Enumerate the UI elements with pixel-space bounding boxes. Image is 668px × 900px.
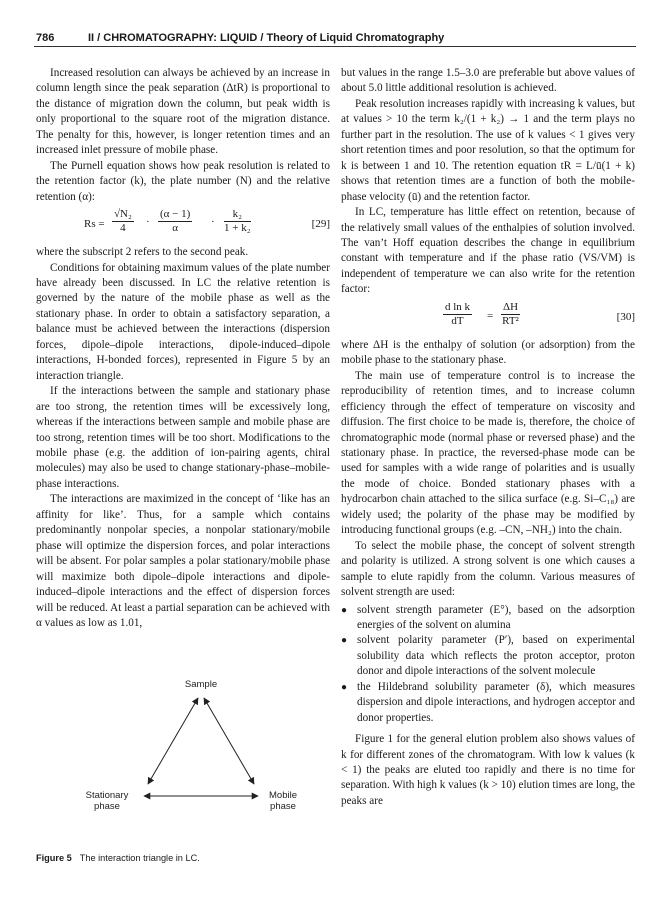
eq-fraction-2: $\frac{(\alpha - 1)}{\alpha}$: [160, 208, 191, 235]
eq-fraction-1: $\frac{\text{√N₂}}{4}$: [114, 208, 132, 235]
eq-equals: =: [487, 309, 494, 322]
paragraph: but values in the range 1.5–3.0 are preferable but above values of about 5.0 little additional resolution is achieved.: [341, 67, 635, 95]
paragraph: Increased resolution can always be achieved by an increase in column length since the peak separation (ΔtR) is proportional to the distance of migration down the column, but peak width is only proportional to the square root of the migration distance. The penalty for this, however, is longer retention times and an increased inlet pressure of mobile phase.: [36, 67, 330, 157]
arrow-sample-mobile: [204, 698, 254, 784]
interaction-triangle-diagram: [36, 676, 330, 846]
paragraph: The Purnell equation shows how peak resolution is related to the retention factor (k), the plate number (N) and the relative retention (α):: [36, 159, 330, 203]
header-title: II / CHROMATOGRAPHY: LIQUID / Theory of Liquid Chromatography: [88, 32, 445, 44]
equation-number: [29]: [311, 218, 330, 231]
right-column: [341, 66, 635, 809]
caption-text: The interaction triangle in LC.: [79, 853, 200, 863]
page-number: 786: [36, 32, 55, 44]
paragraph: To select the mobile phase, the concept of solvent strength and polarity is utilized. A strong solvent is one which causes a sample to elute rapidly from the column. Various measures of solvent strength are used:: [341, 539, 635, 599]
header-rule: [34, 46, 636, 47]
arrow-sample-stationary: [148, 698, 198, 784]
running-header: [34, 28, 636, 50]
paragraph: Figure 1 for the general elution problem also shows values of k for different zones of the chromatogram. With low k values (k < 1) the peaks are eluted too rapidly and there is no time for separation. With high k values (k > 10) elution times are long, the peaks are: [341, 733, 635, 807]
figure-caption: [36, 853, 200, 863]
paragraph: where ΔH is the enthalpy of solution (or adsorption) from the mobile phase to the stationary phase.: [341, 338, 635, 367]
bullet-list: [341, 603, 635, 727]
list-item: ● solvent polarity parameter (P′), based on experimental solubility data which reflects the proton acceptor, proton donor and dipole interactions of the solvent molecule: [341, 633, 635, 679]
caption-number: Figure 5: [36, 853, 72, 863]
eq-lhs-fraction: $\frac{\text{d ln k}}{dT}$: [445, 300, 471, 327]
equation-29: [36, 205, 330, 245]
eq-fraction-3: $\frac{\text{k₂}}{\text{1 + k₂}}$: [224, 208, 251, 235]
paragraph: The main use of temperature control is to increase the reproducibility of retention times, and to increase column efficiency through the effect of temperature on viscosity and diffusion. The first choice to be made is, therefore, the choice of chromatographic mode (normal phase or reversed phase) and the stationary phase. In practice, the reversed-phase mode can be used for samples with a wide range of polarities and is usually the mode of choice. Bonded stationary phases with a hydrocarbon chain attached to the silica surface (e.g. Si–C₁₈) are widely used; the polarity of the phase may be modified by introducing functional groups (e.g. –CN, –NH₂) into the chain.: [341, 369, 635, 537]
eq-lhs: Rs =: [84, 218, 105, 231]
left-column: [36, 66, 330, 631]
eq-dot: ·: [211, 216, 215, 229]
paragraph: If the interactions between the sample and stationary phase are too strong, the retention times will be excessively long, whereas if the interactions between sample and mobile phase are too strong, retention times will be too short. Modifications to the mobile phase (e.g. the addition of ion-pairing agents, chiral molecules) may also be used to change stationary-phase–mobile-phase interactions.: [36, 385, 330, 490]
paragraph: where the subscript 2 refers to the second peak.: [36, 246, 249, 259]
paragraph: The interactions are maximized in the concept of ‘like has an affinity for like’. Thus, for a sample which contains predominantly nonpolar species, a nonpolar stationary/mobile phase will optimize the dispersion forces, and polar interactions will be absent. For polar samples a polar stationary/mobile phase will maximize both dipole–dipole interactions and dipole-induced–dipole interactions and the effect of dispersion forces will be reduced. At least a partial separation can be achieved with α values as low as 1.01,: [36, 493, 330, 629]
list-item: ● solvent strength parameter (E°), based on the adsorption energies of the solvent on alumina: [341, 603, 635, 634]
paragraph: Conditions for obtaining maximum values of the plate number have already been discussed. In LC the relative retention is governed by the nature of the mobile phase as well as the stationary phase. In order to obtain a satisfactory separation, a balance must be achieved between the interactions (dispersion forces, dipole–dipole interactions, dipole-induced–dipole interactions, H-bonded forces), represented in Figure 5 by an interaction triangle.: [36, 261, 330, 382]
paragraph: In LC, temperature has little effect on retention, because of the relatively small values of the enthalpies of solution involved. The van’t Hoff equation describes the change in equilibrium constant with temperature and if the phase ratio (VS/VM) is independent of temperature we can also write for the retention factor:: [341, 206, 635, 296]
eq-dot: ·: [146, 216, 150, 229]
label-mobile-phase: Mobile phase: [269, 790, 297, 812]
figure-5: [36, 676, 330, 876]
label-stationary-phase: Stationary phase: [85, 790, 129, 812]
eq-rhs-fraction: $\frac{\Delta H}{\text{RT²}}$: [502, 300, 519, 327]
equation-number: [30]: [616, 310, 635, 323]
equation-30: [341, 298, 635, 338]
list-item: ● the Hildebrand solubility parameter (δ), which measures dispersion and dipole interactions, and hydrogen acceptor and donor properties.: [341, 680, 635, 726]
label-sample: Sample: [184, 679, 218, 690]
paragraph: Peak resolution increases rapidly with increasing k values, but at values > 10 the term k₂/(1 + k₂) → 1 and the term plays no further part in the resolution. The use of k values < 1 gives very short retention times and poor resolution, so that the optimum for k is between 1 and 10. The retention equation tR = L/ū(1 + k) shows that retention times are a function of both the mobile-phase velocity (ū) and the retention factor.: [341, 97, 635, 203]
